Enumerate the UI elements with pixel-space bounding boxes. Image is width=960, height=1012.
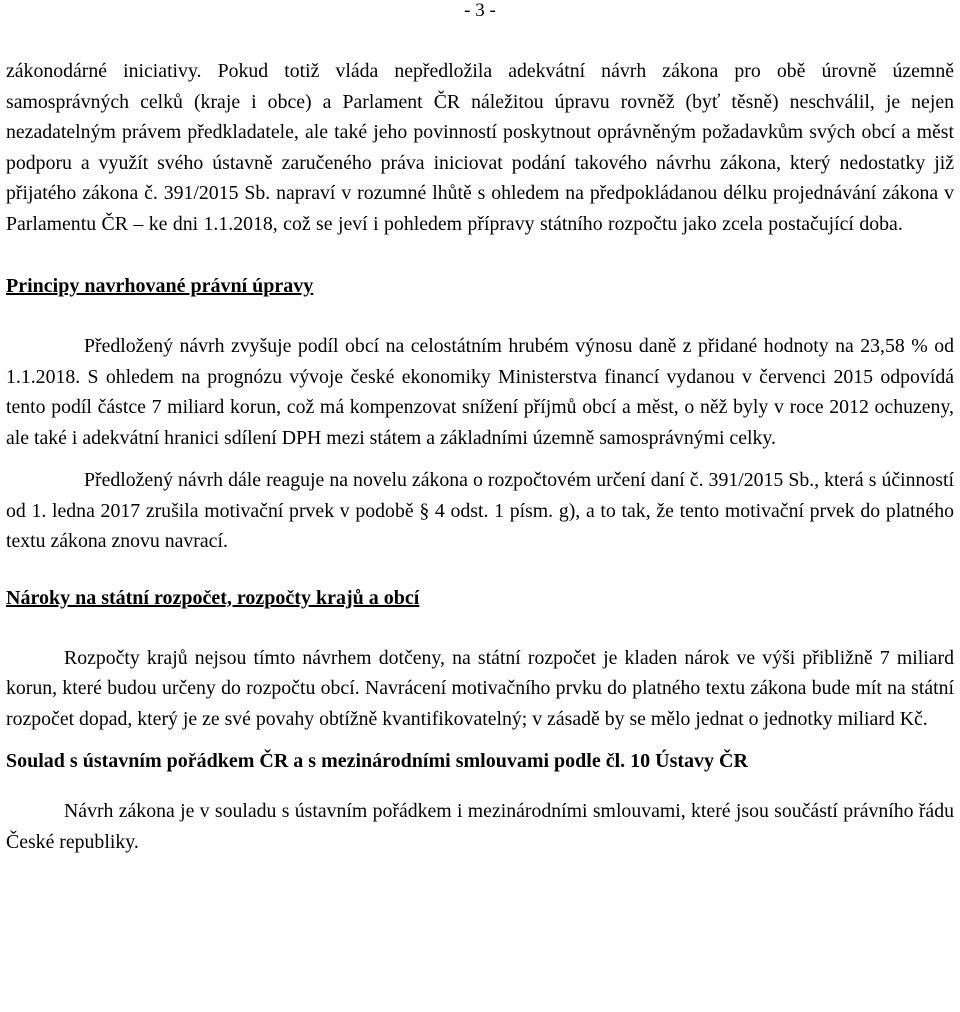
document-body [6,56,954,857]
paragraph-principles: Předložený návrh zvyšuje podíl obcí na celostátním hrubém výnosu daně z přidané hodnoty na 23,58 % od 1.1.2018. S ohledem na prognózu vývoje české ekonomiky Ministerstva financí vydanou v červenci 2015 odpovídá tento podíl částce 7 miliard korun, což má kompenzovat snížení příjmů obcí a měst, o něž byly v roce 2012 ochuzeny, ale také i adekvátní hranici sdílení DPH mezi státem a základními územně samosprávnými celky. [6,335,954,449]
spacer [6,453,954,465]
paragraph-constitution: Návrh zákona je v souladu s ústavním pořádkem i mezinárodními smlouvami, které jsou součástí právního řádu České republiky. [6,800,954,853]
page-number: - 3 - [464,0,496,21]
heading-budget: Nároky na státní rozpočet, rozpočty krajů a obcí [6,586,420,609]
spacer [6,776,954,796]
spacer [6,239,954,265]
spacer [6,613,954,643]
heading-constitution: Soulad s ústavním pořádkem ČR a s mezinárodními smlouvami podle čl. 10 Ústavy ČR [6,750,748,772]
heading-principles: Principy navrhované právní úpravy [6,275,314,297]
spacer [6,734,954,746]
spacer [6,557,954,583]
paragraph-budget: Rozpočty krajů nejsou tímto návrhem dotčeny, na státní rozpočet je kladen nárok ve výši přibližně 7 miliard korun, které budou určeny do rozpočtu obcí. Navrácení motivačního prvku do platného textu zákona bude mít na státní rozpočet dopad, který je ze své povahy obtížně kvantifikovatelný; v zásadě by se mělo jednat o jednotky miliard Kč. [6,646,954,730]
spacer [6,301,954,331]
paragraph-motivation: Předložený návrh dále reaguje na novelu zákona o rozpočtovém určení daní č. 391/2015 Sb., která s účinností od 1. ledna 2017 zrušila motivační prvek v podobě § 4 odst. 1 písm. g), a to tak, že tento motivační prvek do platného textu zákona znovu navrací. [6,469,954,552]
paragraph-intro: zákonodárné iniciativy. Pokud totiž vláda nepředložila adekvátní návrh zákona pro obě úrovně územně samosprávných celků (kraje i obce) a Parlament ČR náležitou úpravu rovněž (byť těsně) neschválil, je nejen nezadatelným právem předkladatele, ale také jeho povinností poskytnout oprávněným požadavkům svých obcí a měst podporu a využít svého ústavně zaručeného práva iniciovat podání takového návrhu zákona, který nedostatky již přijatého zákona č. 391/2015 Sb. napraví v rozumné lhůtě s ohledem na předpokládanou délku projednávání zákona v Parlamentu ČR – ke dni 1.1.2018, což se jeví i pohledem přípravy státního rozpočtu jako zcela postačující doba. [6,60,954,235]
